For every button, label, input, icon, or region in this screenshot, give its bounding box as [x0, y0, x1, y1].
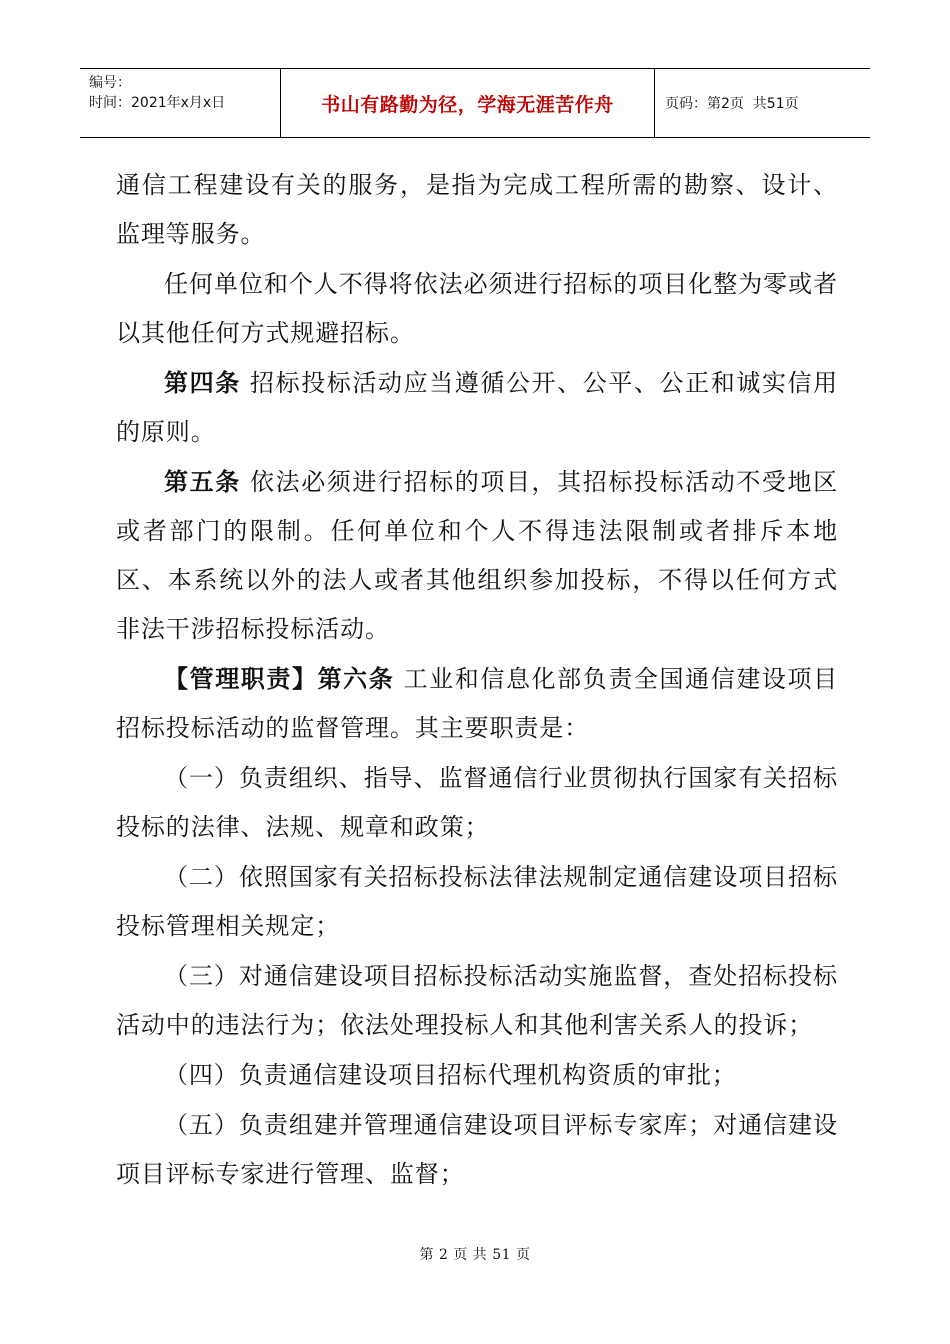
paragraph [116, 951, 838, 1050]
paragraph [116, 160, 838, 259]
document-body [116, 160, 838, 1199]
header-meta [80, 69, 281, 137]
header-page-info [655, 69, 870, 137]
paragraph-text: 通信工程建设有关的服务，是指为完成工程所需的勘察、设计、监理等服务。 [116, 171, 838, 248]
header-motto: 书山有路勤为径，学海无涯苦作舟 [281, 69, 655, 137]
paragraph-text: （二）依照国家有关招标投标法律法规制定通信建设项目招标投标管理相关规定； [116, 863, 838, 940]
document-date: 时间：2021年x月x日 [89, 95, 226, 111]
article-number: 【管理职责】第六条 [164, 664, 395, 693]
paragraph-text: （三）对通信建设项目招标投标活动实施监督，查处招标投标活动中的违法行为；依法处理投标人和其他利害关系人的投诉； [116, 962, 838, 1039]
paragraph-text: 招标投标活动应当遵循公开、公平、公正和诚实信用的原则。 [116, 369, 839, 446]
paragraph-text: （五）负责组建并管理通信建设项目评标专家库；对通信建设项目评标专家进行管理、监督； [116, 1111, 838, 1188]
article-number: 第五条 [164, 467, 241, 496]
paragraph-text: 依法必须进行招标的项目，其招标投标活动不受地区或者部门的限制。任何单位和个人不得违法限制或者排斥本地区、本系统以外的法人或者其他组织参加投标，不得以任何方式非法干涉招标投标活动。 [116, 468, 839, 643]
paragraph-text: 任何单位和个人不得将依法必须进行招标的项目化整为零或者以其他任何方式规避招标。 [116, 270, 838, 347]
article-number: 第四条 [164, 368, 241, 397]
page-info-text: 页码：第2页 共51页 [665, 96, 799, 112]
page-header [80, 68, 870, 138]
paragraph [116, 852, 838, 951]
paragraph-text: （一）负责组织、指导、监督通信行业贯彻执行国家有关招标投标的法律、法规、规章和政策； [116, 764, 838, 841]
document-number-label: 编号： [89, 75, 131, 91]
footer-page-number: 第 2 页 共 51 页 [419, 1247, 531, 1263]
paragraph [116, 1100, 838, 1199]
paragraph [116, 457, 838, 654]
paragraph [116, 259, 838, 358]
paragraph [116, 1050, 838, 1100]
paragraph-text: 工业和信息化部负责全国通信建设项目招标投标活动的监督管理。其主要职责是： [116, 665, 838, 742]
paragraph [116, 654, 838, 753]
paragraph-text: （四）负责通信建设项目招标代理机构资质的审批； [164, 1061, 737, 1089]
paragraph [116, 358, 838, 457]
page-footer [0, 1244, 950, 1264]
paragraph [116, 753, 838, 852]
